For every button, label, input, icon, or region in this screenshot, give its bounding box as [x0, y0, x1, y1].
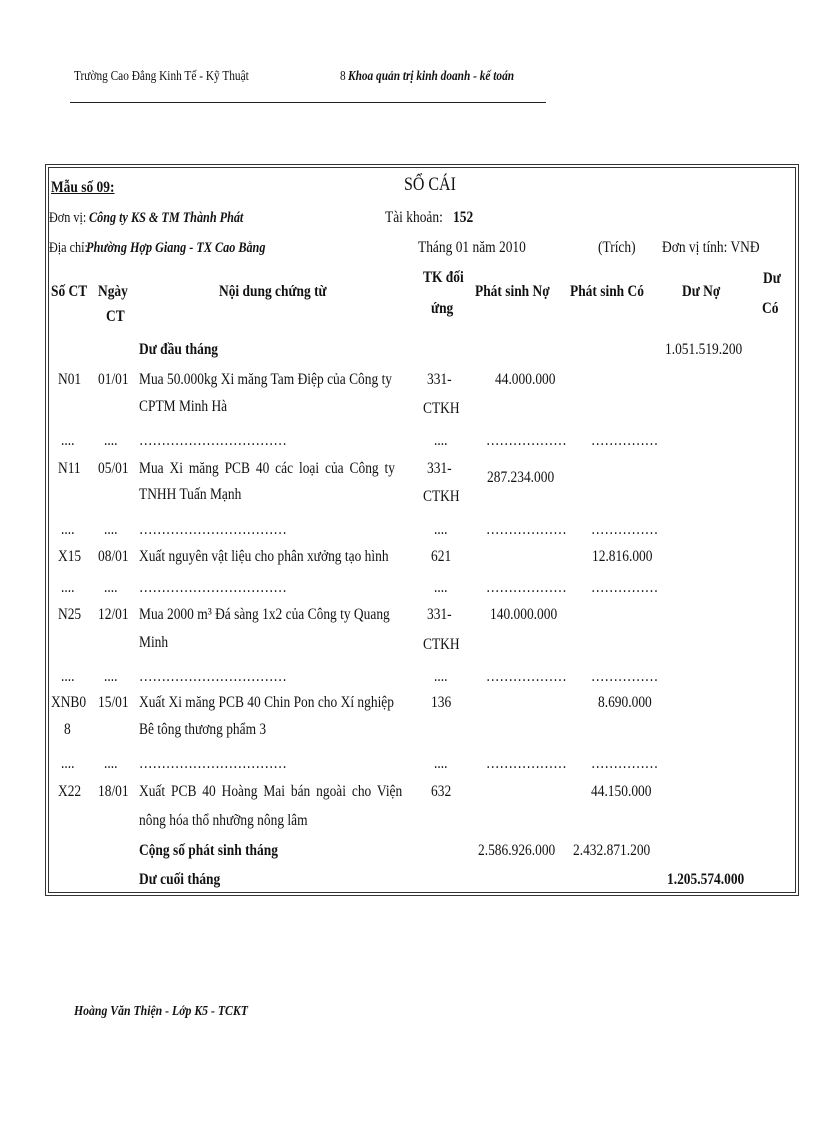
row-account-2: CTKH: [423, 400, 460, 417]
header-faculty: Khoa quản trị kinh doanh - kế toán: [348, 68, 515, 83]
dots-content: ……………………………: [139, 579, 287, 596]
dots-doc: ....: [61, 579, 75, 596]
row-content-2: Minh: [139, 634, 169, 651]
col-balance-credit-2: Có: [762, 300, 779, 317]
dots-date: ....: [104, 432, 118, 449]
dots-content: ……………………………: [139, 521, 287, 538]
row-account-1: 632: [431, 783, 452, 800]
row-date: 18/01: [98, 783, 129, 800]
header-page-number: 8: [340, 68, 346, 83]
unit-label: Đơn vị:: [49, 210, 87, 226]
row-debit: 287.234.000: [487, 469, 555, 486]
unit-value: Công ty KS & TM Thành Phát: [89, 210, 244, 226]
col-debit: Phát sinh Nợ: [475, 283, 550, 300]
row-account-1: 331-: [427, 371, 452, 388]
address-value: Phường Hợp Giang - TX Cao Bằng: [86, 240, 266, 256]
row-account-2: CTKH: [423, 488, 460, 505]
dots-credit: ……………: [591, 579, 659, 596]
dots-date: ....: [104, 579, 118, 596]
row-doc-no: X22: [58, 783, 82, 800]
dots-debit: ………………: [486, 755, 567, 772]
row-date: 05/01: [98, 460, 129, 477]
currency-unit: Đơn vị tính: VNĐ: [662, 239, 760, 256]
period: Tháng 01 năm 2010: [418, 239, 526, 256]
row-doc-no: N01: [58, 371, 82, 388]
dots-credit: ……………: [591, 668, 659, 685]
dots-date: ....: [104, 668, 118, 685]
dots-doc: ....: [61, 521, 75, 538]
col-account-1: TK đối: [423, 269, 464, 286]
dots-account: ....: [434, 432, 448, 449]
row-content-2: Bê tông thương phẩm 3: [139, 721, 267, 738]
row-account-1: 331-: [427, 460, 452, 477]
row-doc-no: X15: [58, 548, 82, 565]
row-content-1: Mua 2000 m³ Đá sàng 1x2 của Công ty Quang: [139, 606, 390, 623]
account-label: Tài khoản:: [385, 209, 443, 226]
row-content-2: TNHH Tuấn Mạnh: [139, 486, 242, 503]
row-credit: 44.150.000: [591, 783, 652, 800]
row-credit: 12.816.000: [592, 548, 653, 565]
row-date: 15/01: [98, 694, 129, 711]
dots-debit: ………………: [486, 579, 567, 596]
dots-credit: ……………: [591, 755, 659, 772]
row-doc-no: XNB0: [51, 694, 87, 711]
row-content-1: Mua Xi măng PCB 40 các loại của Công ty: [139, 460, 395, 477]
dots-account: ....: [434, 755, 448, 772]
opening-balance: 1.051.519.200: [665, 341, 743, 358]
dots-account: ....: [434, 521, 448, 538]
dots-content: ……………………………: [139, 432, 287, 449]
dots-doc: ....: [61, 755, 75, 772]
dots-content: ……………………………: [139, 668, 287, 685]
dots-doc: ....: [61, 432, 75, 449]
extract-note: (Trích): [598, 239, 636, 256]
row-date: 08/01: [98, 548, 129, 565]
totals-credit: 2.432.871.200: [573, 842, 651, 859]
row-doc-no: N11: [58, 460, 81, 477]
form-number: Mẫu số 09:: [51, 179, 115, 196]
col-date-1: Ngày: [98, 283, 128, 300]
dots-account: ....: [434, 668, 448, 685]
dots-credit: ……………: [591, 521, 659, 538]
col-account-2: ứng: [431, 300, 454, 317]
dots-date: ....: [104, 755, 118, 772]
dots-credit: ……………: [591, 432, 659, 449]
col-doc-no: Số CT: [51, 283, 88, 300]
closing-label: Dư cuối tháng: [139, 871, 221, 888]
opening-label: Dư đầu tháng: [139, 341, 219, 358]
account-value: 152: [453, 209, 474, 226]
dots-doc: ....: [61, 668, 75, 685]
row-account-1: 621: [431, 548, 452, 565]
row-debit: 44.000.000: [495, 371, 556, 388]
dots-account: ....: [434, 579, 448, 596]
row-content-2: nông hóa thổ nhưỡng nông lâm: [139, 812, 308, 829]
header-rule: [70, 102, 546, 103]
closing-balance: 1.205.574.000: [667, 871, 745, 888]
row-content-1: Xuất Xi măng PCB 40 Chin Pon cho Xí nghiệp: [139, 694, 394, 711]
footer-author: Hoàng Văn Thiện - Lớp K5 - TCKT: [74, 1004, 248, 1019]
dots-debit: ………………: [486, 521, 567, 538]
row-doc-no: N25: [58, 606, 82, 623]
dots-content: ……………………………: [139, 755, 287, 772]
totals-label: Cộng số phát sinh tháng: [139, 842, 278, 859]
dots-debit: ………………: [486, 432, 567, 449]
row-content-1: Xuất PCB 40 Hoàng Mai bán ngoài cho Viện: [139, 783, 403, 800]
dots-date: ....: [104, 521, 118, 538]
dots-debit: ………………: [486, 668, 567, 685]
col-balance-debit: Dư Nợ: [682, 283, 721, 300]
row-doc-no-cont: 8: [64, 721, 71, 738]
row-account-1: 331-: [427, 606, 452, 623]
row-content-1: Xuất nguyên vật liệu cho phân xưởng tạo hình: [139, 548, 389, 565]
ledger-title: SỔ CÁI: [404, 174, 456, 195]
totals-debit: 2.586.926.000: [478, 842, 556, 859]
row-credit: 8.690.000: [598, 694, 652, 711]
col-date-2: CT: [106, 308, 125, 325]
row-account-2: CTKH: [423, 636, 460, 653]
header-school: Trường Cao Đẳng Kinh Tế - Kỹ Thuật: [74, 68, 249, 83]
row-debit: 140.000.000: [490, 606, 558, 623]
address-label: Địa chỉ:: [49, 240, 88, 256]
col-credit: Phát sinh Có: [570, 283, 644, 300]
row-content-2: CPTM Minh Hà: [139, 398, 228, 415]
col-balance-credit-1: Dư: [763, 270, 781, 287]
row-content-1: Mua 50.000kg Xi măng Tam Điệp của Công ty: [139, 371, 393, 388]
row-date: 12/01: [98, 606, 129, 623]
row-date: 01/01: [98, 371, 129, 388]
row-account-1: 136: [431, 694, 452, 711]
col-content: Nội dung chứng từ: [219, 283, 327, 300]
